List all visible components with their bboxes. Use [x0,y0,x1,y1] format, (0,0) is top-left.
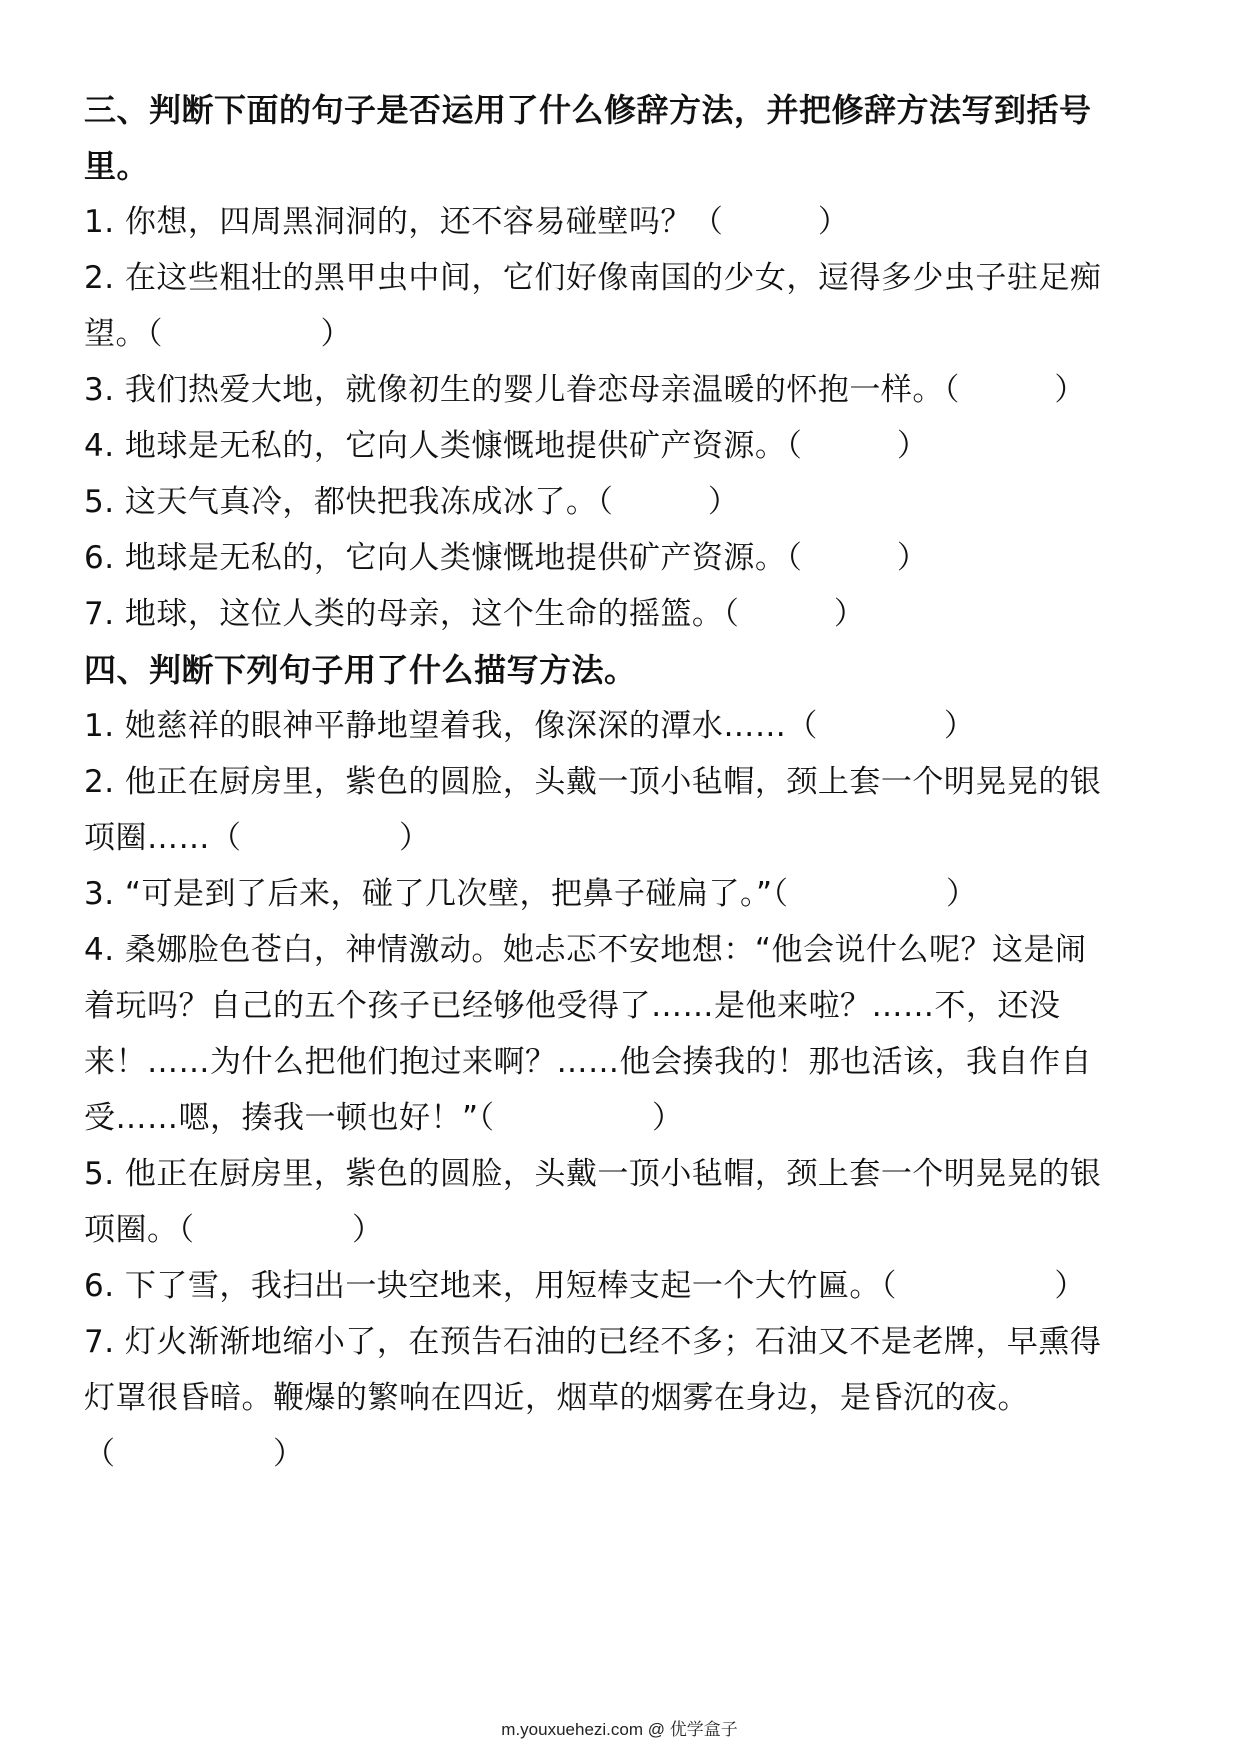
section-4-item-3: 3. “可是到了后来，碰了几次壁，把鼻子碰扁了。”（ ） [84,876,978,912]
section-3-item-2-line-2: 望。（ ） [84,316,352,352]
section-4-item-2-line-1: 2. 他正在厨房里，紫色的圆脸，头戴一顶小毡帽，颈上套一个明晃晃的银 [84,764,1102,800]
section-4-item-7-line-1: 7. 灯火渐渐地缩小了，在预告石油的已经不多；石油又不是老牌，早熏得 [84,1324,1102,1360]
section-3-item-6: 6. 地球是无私的，它向人类慷慨地提供矿产资源。（ ） [84,540,929,576]
section-3-title-line-1: 三、判断下面的句子是否运用了什么修辞方法，并把修辞方法写到括号 [84,91,1092,129]
section-3-item-1: 1. 你想，四周黑洞洞的，还不容易碰壁吗？（ ） [84,204,850,240]
section-3-item-5: 5. 这天气真冷，都快把我冻成冰了。（ ） [84,484,740,520]
section-3-item-4: 4. 地球是无私的，它向人类慷慨地提供矿产资源。（ ） [84,428,929,464]
section-4-item-5-line-2: 项圈。（ ） [84,1212,384,1248]
section-3-title-line-2: 里。 [84,147,150,185]
section-4-item-4-line-2: 着玩吗？自己的五个孩子已经够他受得了……是他来啦？……不，还没 [84,988,1061,1024]
footer-watermark: m.youxuehezi.com @ 优学盒子 [501,1720,738,1739]
section-4-item-5-line-1: 5. 他正在厨房里，紫色的圆脸，头戴一顶小毡帽，颈上套一个明晃晃的银 [84,1156,1102,1192]
section-4-item-7-line-2: 灯罩很昏暗。鞭爆的繁响在四近，烟草的烟雾在身边，是昏沉的夜。 [84,1380,1029,1416]
section-4-item-4-line-3: 来！……为什么把他们抱过来啊？……他会揍我的！那也活该，我自作自 [84,1044,1092,1080]
section-4-item-7-line-3: （ ） [84,1436,305,1472]
section-3-item-7: 7. 地球，这位人类的母亲，这个生命的摇篮。（ ） [84,596,866,632]
section-3-item-3: 3. 我们热爱大地，就像初生的婴儿眷恋母亲温暖的怀抱一样。（ ） [84,372,1086,408]
section-4-item-2-line-2: 项圈……（ ） [84,820,431,856]
section-4-item-4-line-1: 4. 桑娜脸色苍白，神情激动。她忐忑不安地想：“他会说什么呢？这是闹 [84,932,1087,968]
section-4-item-4-line-4: 受……嗯，揍我一顿也好！”（ ） [84,1100,684,1136]
section-4-title: 四、判断下列句子用了什么描写方法。 [84,651,637,689]
section-4-item-1: 1. 她慈祥的眼神平静地望着我，像深深的潭水……（ ） [84,708,976,744]
section-3-item-2-line-1: 2. 在这些粗壮的黑甲虫中间，它们好像南国的少女，逗得多少虫子驻足痴 [84,260,1102,296]
section-4-item-6: 6. 下了雪，我扫出一块空地来，用短棒支起一个大竹匾。（ ） [84,1268,1086,1304]
